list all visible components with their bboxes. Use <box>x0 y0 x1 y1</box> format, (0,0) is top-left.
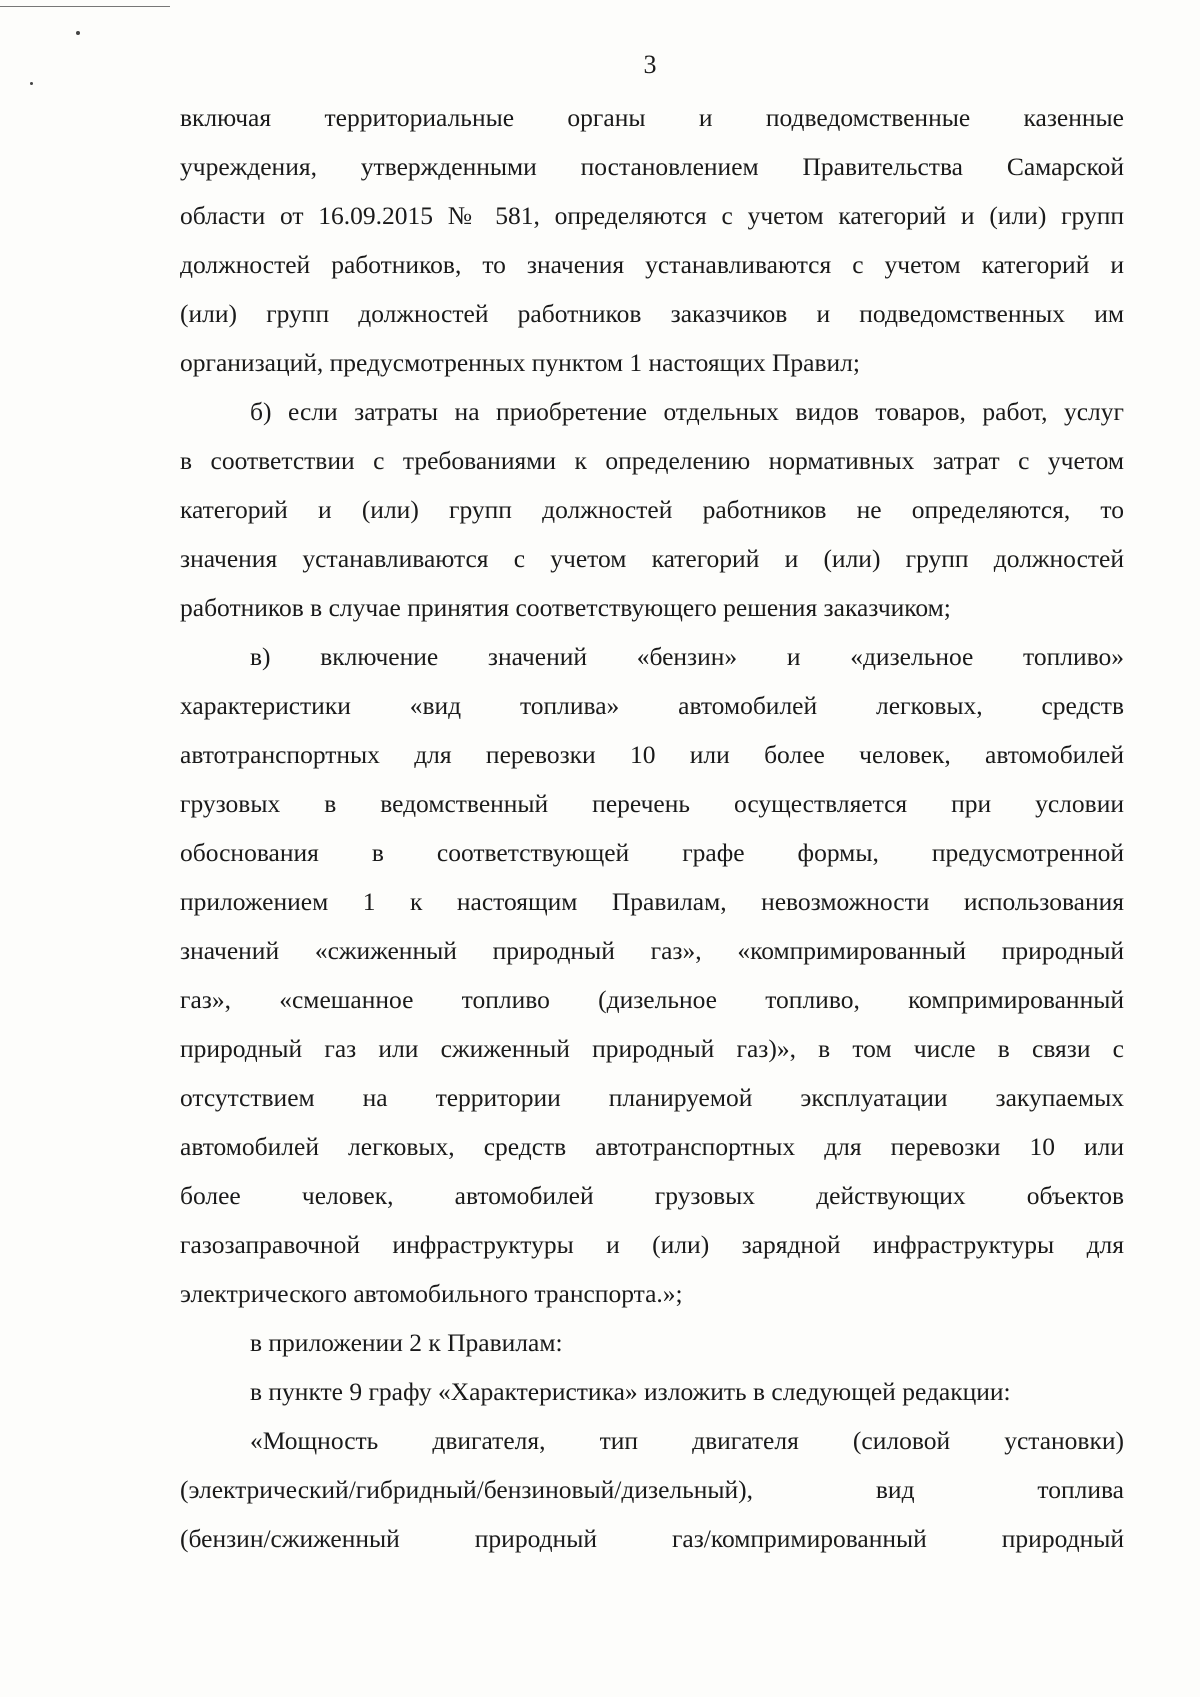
scan-speck <box>30 82 33 85</box>
text-line: в соответствии с требованиями к определению нормативных затрат с учетом <box>180 446 1124 475</box>
text-line: значений «сжиженный природный газ», «компримированный природный <box>180 936 1124 965</box>
text-line: автотранспортных для перевозки 10 или более человек, автомобилей <box>180 740 1124 769</box>
text-line: электрического автомобильного транспорта.»; <box>180 1279 683 1308</box>
text-line: должностей работников, то значения устанавливаются с учетом категорий и <box>180 250 1124 279</box>
text-line: в приложении 2 к Правилам: <box>250 1328 563 1357</box>
text-line: работников в случае принятия соответствующего решения заказчиком; <box>180 593 951 622</box>
text-line: категорий и (или) групп должностей работников не определяются, то <box>180 495 1124 524</box>
scan-edge-rule <box>0 6 170 7</box>
text-line: более человек, автомобилей грузовых действующих объектов <box>180 1181 1124 1210</box>
text-line: значения устанавливаются с учетом категорий и (или) групп должностей <box>180 544 1124 573</box>
text-line: области от 16.09.2015 № 581, определяются с учетом категорий и (или) групп <box>180 201 1124 230</box>
text-line: газозаправочной инфраструктуры и (или) зарядной инфраструктуры для <box>180 1230 1124 1259</box>
text-line: включая территориальные органы и подведомственные казенные <box>180 103 1124 132</box>
text-line: газ», «смешанное топливо (дизельное топливо, компримированный <box>180 985 1124 1014</box>
page-number: 3 <box>643 50 657 79</box>
text-line: (бензин/сжиженный природный газ/компримированный природный <box>180 1524 1124 1553</box>
text-line: организаций, предусмотренных пунктом 1 настоящих Правил; <box>180 348 860 377</box>
text-line: б) если затраты на приобретение отдельных видов товаров, работ, услуг <box>250 397 1124 426</box>
scan-speck <box>76 31 80 35</box>
text-line: приложением 1 к настоящим Правилам, невозможности использования <box>180 887 1124 916</box>
text-line: в) включение значений «бензин» и «дизельное топливо» <box>250 642 1124 671</box>
body-text <box>180 93 1124 1563</box>
text-line: учреждения, утвержденными постановлением Правительства Самарской <box>180 152 1124 181</box>
text-line: в пункте 9 графу «Характеристика» изложить в следующей редакции: <box>250 1377 1011 1406</box>
text-line: грузовых в ведомственный перечень осуществляется при условии <box>180 789 1124 818</box>
text-line: обоснования в соответствующей графе формы, предусмотренной <box>180 838 1124 867</box>
text-line: (электрический/гибридный/бензиновый/дизельный), вид топлива <box>180 1475 1124 1504</box>
text-line: «Мощность двигателя, тип двигателя (силовой установки) <box>250 1426 1124 1455</box>
text-line: (или) групп должностей работников заказчиков и подведомственных им <box>180 299 1124 328</box>
text-line: природный газ или сжиженный природный газ)», в том числе в связи с <box>180 1034 1124 1063</box>
text-line: отсутствием на территории планируемой эксплуатации закупаемых <box>180 1083 1124 1112</box>
text-line: автомобилей легковых, средств автотранспортных для перевозки 10 или <box>180 1132 1124 1161</box>
text-line: характеристики «вид топлива» автомобилей легковых, средств <box>180 691 1124 720</box>
